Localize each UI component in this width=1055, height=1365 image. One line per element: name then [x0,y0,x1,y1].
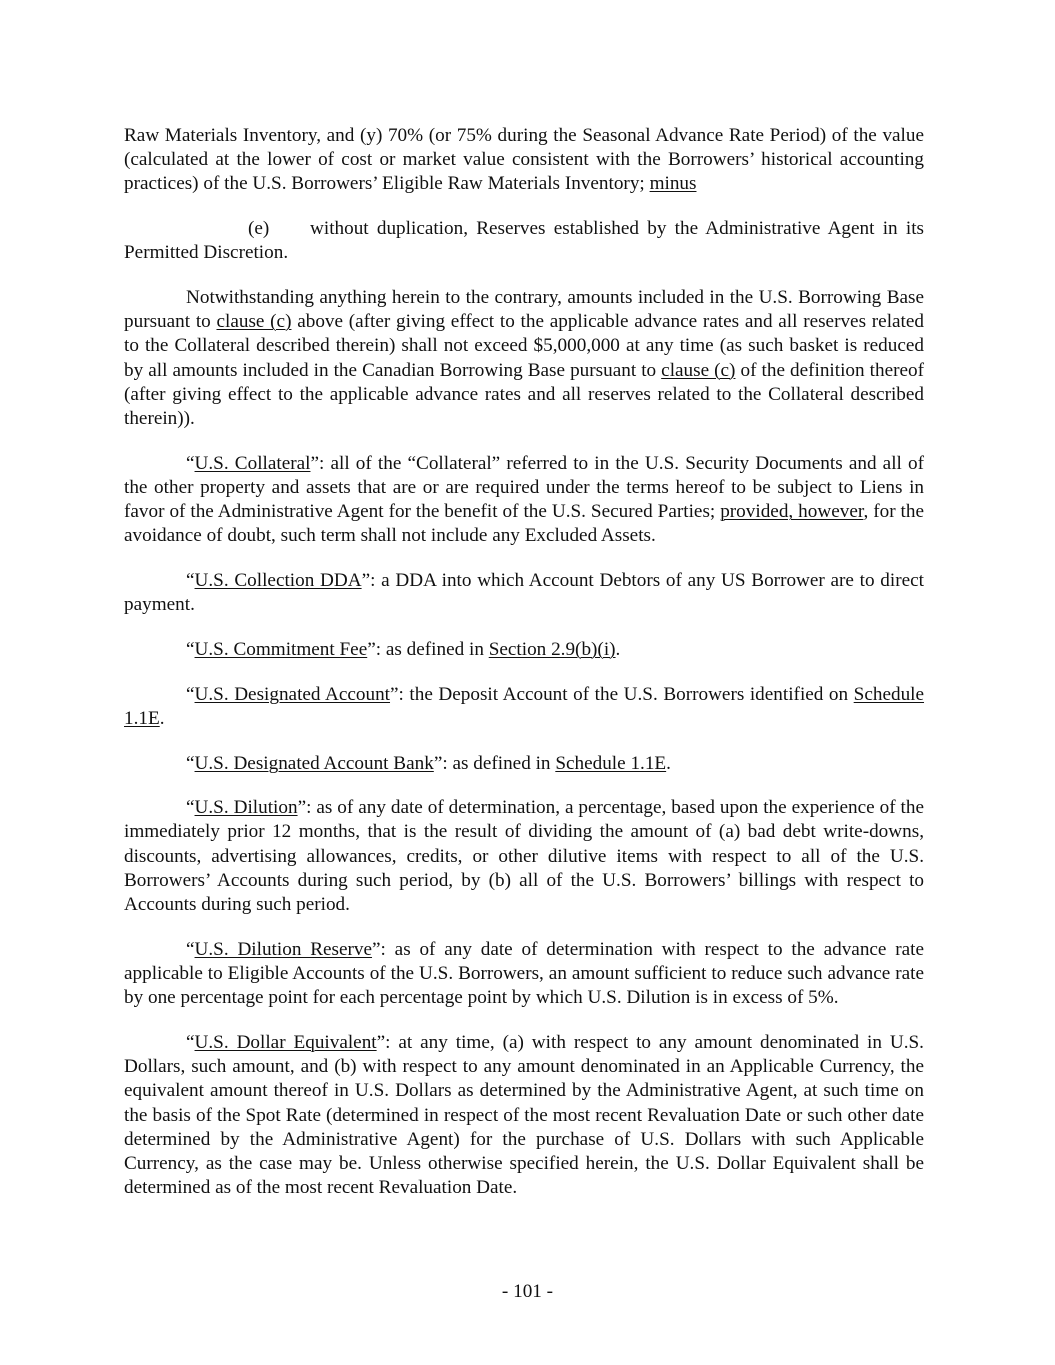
definition-us-commitment-fee [124,638,924,662]
close-quote: ”: [367,638,386,660]
definition-text: the Deposit Account of the U.S. Borrowers identified on [409,683,854,705]
close-quote: ”: [297,797,317,819]
paragraph-borrowing-base-continuation [124,124,924,197]
definition-us-designated-account-bank [124,752,924,776]
close-quote: ”: [372,938,395,960]
defined-term: U.S. Dilution Reserve [194,938,373,960]
clause-label: (e) [248,218,270,240]
open-quote: “ [186,683,195,705]
close-quote: ”: [376,1031,399,1053]
schedule-reference: Schedule 1.1E [124,683,925,729]
definition-text: all of the “Collateral” referred to in the U.S. Security Documents and all of the other property and assets that are or are required under the terms hereof to be subject to Liens in favor of the Administrative Agent for the benefit of the U.S. Secured Parties; [124,452,924,523]
definition-text: . [159,707,165,729]
open-quote: “ [186,452,195,474]
paragraph-text: of the definition thereof (after giving effect to the applicable advance rates and all reserves related to the Collateral described therein)). [124,359,924,430]
open-quote: “ [186,752,195,774]
open-quote: “ [186,938,195,960]
open-quote: “ [186,1031,195,1053]
defined-term: U.S. Dollar Equivalent [194,1031,377,1053]
open-quote: “ [186,638,195,660]
paragraph-text: without duplication, Reserves established by the Administrative Agent in its Permitted Discretion. [124,218,924,264]
paragraph-text: Raw Materials Inventory, and (y) 70% (or 75% during the Seasonal Advance Rate Period) of the value (calculated at the lower of cost or market value consistent with the Borrowers’ historical accounting practices) of the U.S. Borrowers’ Eligible Raw Materials Inventory; [124,125,924,195]
definition-text: at any time, (a) with respect to any amount denominated in U.S. Dollars, such amount, and (b) with respect to any amount denominated in an Applicable Currency, the equivalent amount thereof in U.S. Dollars as determined by the Administrative Agent, at such time on the basis of the Spot Rate (determined in respect of the most recent Revaluation Date or such other date determined by the Administrative Agent) for the purchase of U.S. Dollars with such Applicable Currency, as the case may be. Unless otherwise specified herein, the U.S. Dollar Equivalent shall be determined as of the most recent Revaluation Date. [124,1031,924,1199]
defined-term: U.S. Dilution [194,797,298,819]
close-quote: ”: [390,683,410,705]
definition-us-collateral [124,452,924,549]
definition-text: . [615,638,621,660]
definition-us-collection-dda [124,569,924,617]
underlined-term: minus [649,173,697,195]
open-quote: “ [186,797,195,819]
open-quote: “ [186,570,195,592]
close-quote: ”: [361,570,382,592]
definition-us-dilution [124,796,924,917]
defined-term: U.S. Commitment Fee [194,638,368,660]
defined-term: U.S. Collateral [194,452,311,474]
definition-us-dollar-equivalent [124,1031,924,1200]
definition-text: . [666,752,671,774]
document-page [124,124,924,1221]
defined-term: U.S. Designated Account Bank [194,752,434,774]
definition-text: a DDA into which Account Debtors of any US Borrower are to direct payment. [124,570,924,616]
definition-text: as defined in [385,638,489,660]
definition-text: as of any date of determination, a percentage, based upon the experience of the immediately prior 12 months, that is the result of dividing the amount of (a) bad debt write-downs, discounts, advertising allowances, credits, or other dilutive items with respect to all of the U.S. Borrowers’ Accounts during such period, by (b) all of the U.S. Borrowers’ billings with respect to Accounts during such period. [124,797,924,916]
clause-e [124,217,924,265]
paragraph-text: Notwithstanding anything herein to the contrary, amounts included in the U.S. Borrowing Base pursuant to [124,287,924,333]
definition-us-dilution-reserve [124,938,924,1011]
close-quote: ”: [310,452,331,474]
clause-reference: clause (c) [661,359,736,381]
defined-term: U.S. Collection DDA [194,570,362,592]
definition-text: as defined in [452,752,556,774]
definition-us-designated-account [124,683,924,731]
page-number: - 101 - [501,1281,554,1302]
schedule-reference: Schedule 1.1E [555,752,667,774]
close-quote: ”: [433,752,453,774]
definition-text: as of any date of determination with respect to the advance rate applicable to Eligible Accounts of the U.S. Borrowers, an amount sufficient to reduce such advance rate by one percentage point for each percentage point by which U.S. Dilution is in excess of 5%. [124,938,924,1009]
paragraph-text: above (after giving effect to the applicable advance rates and all reserves related to the Collateral described therein) shall not exceed $5,000,000 at any time (as such basket is reduced by all amounts included in the Canadian Borrowing Base pursuant to [124,311,924,381]
definition-text: , for the avoidance of doubt, such term shall not include any Excluded Assets. [124,501,924,547]
clause-reference: clause (c) [216,311,292,333]
section-reference: Section 2.9(b)(i) [488,638,616,660]
underlined-term: provided, however [720,501,864,523]
paragraph-notwithstanding [124,286,924,431]
defined-term: U.S. Designated Account [194,683,391,705]
